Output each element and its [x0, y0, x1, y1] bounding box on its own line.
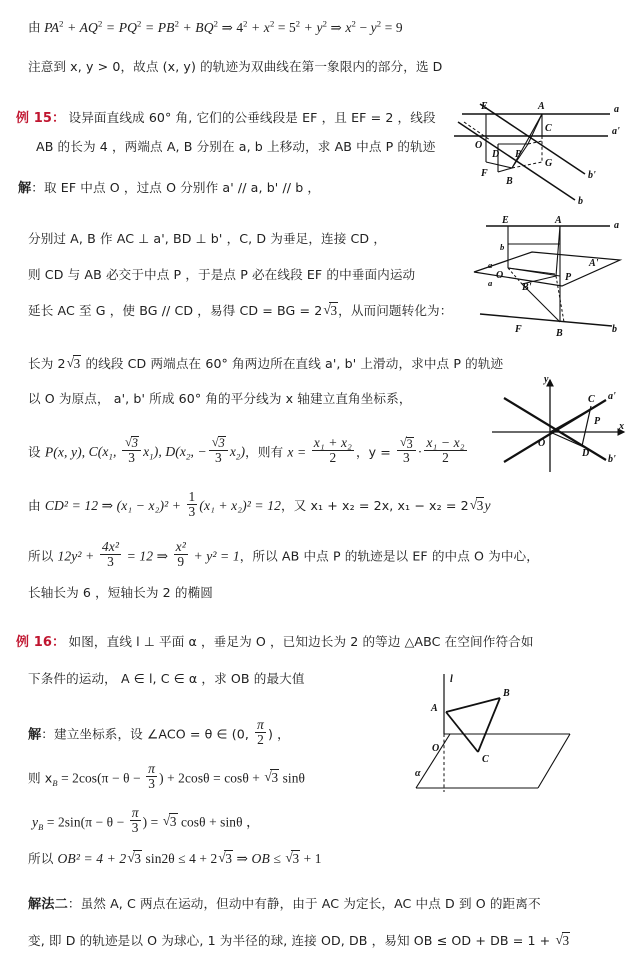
- figure1-label-B: B: [506, 176, 513, 187]
- figure2-label-O: O: [496, 270, 504, 281]
- example15-label: 例 15: [16, 111, 53, 126]
- figure3-label-O: O: [538, 438, 546, 449]
- example16-solution-line-4: 所以 OB² = 4 + 2 √ 3 sin2θ ≤ 4 + 2 √ 3 ⇒ OB ≤ √ 3 + 1: [28, 850, 322, 867]
- example15-solution-label: 解: [18, 181, 32, 196]
- figure2-label-a-left: a: [488, 260, 493, 270]
- sqrt-icon: √ 3: [212, 436, 226, 450]
- figure4-label-C: C: [482, 754, 489, 765]
- sqrt-icon: √ 3: [127, 850, 142, 866]
- triangle-abc: [446, 698, 500, 752]
- ex15-point-P: P(x, y): [44, 444, 82, 460]
- figure4-label-O: O: [432, 743, 440, 754]
- example15-solution-line-1: 解：取 EF 中点 O ，过点 O 分别作 a' // a, b' // b ，: [18, 180, 321, 196]
- intro-line-2: 注意到 x, y > 0，故点 (x, y) 的轨迹为双曲线在第一象限内的部分，选 D: [28, 59, 443, 74]
- example15-solution-line-5: [28, 355, 503, 371]
- figure1-label-a-prime: a': [612, 126, 620, 137]
- figure1-label-E: E: [481, 101, 488, 112]
- intro-line-1-math: $PA^2 + AQ^2 = PQ^2 = PB^2 + BQ^2$ ⇒ $4^2 + x^2 = 5^2 + y^2$ ⇒ $x^2 - y^2 = 9$: [44, 18, 403, 35]
- example15-solution-line-8: 由 CD² = 12 ⇒ (x₁ − x₂)² + $\frac{1}{3}$ (x₁ + x₂)² = 12，又 x₁ + x₂ = 2x, x₁ − x₂ = 2 √ 3y: [28, 490, 491, 519]
- figure1-label-O: O: [475, 140, 483, 151]
- figure2-label-a-line: a: [614, 220, 619, 231]
- example15-colon: ：: [52, 111, 66, 126]
- fraction-4x2-over-3: $\frac{\text{4x²}}{3}$: [101, 539, 120, 570]
- example16-statement-line-2: 下条件的运动， A ∈ l, C ∈ α ，求 OB 的最大值: [28, 671, 305, 686]
- fraction-pi-over-3b: $\frac{\pi}{3}$: [131, 805, 139, 836]
- example16-statement-line-1: 如图，直线 l ⊥ 平面 α ，垂足为 O ，已知边长为 2 的等边 △ABC 在空间作符合如: [68, 634, 534, 649]
- figure1-label-D: D: [492, 149, 500, 160]
- figure1-label-G: G: [545, 158, 553, 169]
- example15-solution-line-9: 所以 12y² + $\frac{\text{4x²}}{3}$ = 12 ⇒ $\frac{\text{x²}}{9}$ + y² = 1，所以 AB 中点 P 的轨迹是以 EF 的中点 O 为中心，: [28, 539, 539, 570]
- figure1-label-P: P: [515, 149, 522, 160]
- fraction-pi-over-3: $\frac{\pi}{3}$: [148, 761, 156, 792]
- example15-solution-line-10: 长轴长为 6 ，短轴长为 2 的椭圆: [28, 585, 213, 600]
- example15-statement-line-1: 设异面直线成 60° 角, 它们的公垂线段是 EF ，且 EF = 2 ，线段: [68, 110, 436, 125]
- example15-statement-line-2: AB 的长为 4 ，两端点 A, B 分别在 a, b 上移动，求 AB 中点 P 的轨迹: [36, 139, 436, 154]
- fraction-sqrt3-over-3: √ $\frac{3}{3}$: [122, 436, 141, 465]
- example15-solution-line-3: 则 CD 与 AB 必交于中点 P ，于是点 P 必在线段 EF 的中垂面内运动: [28, 267, 416, 282]
- example16-alt-solution-line-2: 变, 即 D 的轨迹是以 O 为球心, 1 为半径的球, 连接 OD, DB ，易知 OB ≤ OD + DB = 1 + √ 3: [28, 932, 570, 948]
- ex15-sol4-a: 延长 AC 至 G ，使 BG // CD ，易得 CD = BG = 2: [28, 303, 323, 318]
- figure1-label-A: A: [538, 101, 545, 112]
- figure3-label-C: C: [588, 394, 595, 405]
- figure2-label-F: F: [515, 324, 522, 335]
- sqrt-icon: √ 3: [470, 497, 485, 513]
- example16-label: 例 16: [16, 635, 53, 650]
- figure2-label-A-prime: A': [589, 258, 599, 269]
- ex15-point-C: $C(x_1$, √ $\frac{3}{3}$ $x_1$): [89, 444, 159, 459]
- sqrt-icon: √ 3: [163, 813, 178, 829]
- figure1-label-b: b: [578, 196, 583, 207]
- figure2-label-a-lower: a: [488, 278, 493, 288]
- example16-solution-line-2: 则 $x_B = 2\cos(\pi - \theta$ − $\frac{\pi}{3}$ ) + 2cosθ = cosθ + √ 3 sinθ: [28, 762, 305, 791]
- ex15-sol5-a: 长为 2: [28, 356, 66, 371]
- sqrt-icon: √ 3: [218, 850, 233, 866]
- figure3-label-b-prime: b': [608, 454, 616, 465]
- ex15-sol5-b: 的线段 CD 两端点在 60° 角两边所在直线 a', b' 上滑动，求中点 P 的轨迹: [81, 356, 504, 371]
- example16-heading: [16, 634, 534, 651]
- figure4-label-l: l: [450, 674, 453, 685]
- figure-midplane: [460, 214, 640, 340]
- ex15-cd-equation: CD² = 12 ⇒ (x₁ − x₂)² +: [44, 498, 185, 514]
- figure4-label-alpha: α: [415, 768, 421, 779]
- figure2-label-A: A: [555, 215, 562, 226]
- fraction-sqrt3-over-3b: √ $\frac{3}{3}$: [397, 437, 416, 466]
- example15-solution-line-6: 以 O 为原点， a', b' 所成 60° 角的平分线为 x 轴建立直角坐标系，: [28, 391, 412, 406]
- ex15-sol7-prefix: 设: [28, 444, 45, 460]
- fraction-x2-over-9: $\frac{\text{x²}}{9}$: [175, 539, 186, 570]
- example15-solution-line-4: [28, 302, 452, 318]
- example16-solution-line-3: $y_B = 2\sin(\pi - \theta$ − $\frac{\pi}{3}$ ) = √ 3 cosθ + sinθ ，: [32, 806, 260, 835]
- fraction-x1px2-over-2: $\frac{\text{x₁ + x₂}}{2}$: [313, 435, 352, 466]
- example16-alt-solution-line-1: 解法二：虽然 A, C 两点在运动，但动中有静，由于 AC 为定长，AC 中点 D 到 O 的距离不: [28, 896, 541, 912]
- fraction-pi-over-2: $\frac{\pi}{2}$: [257, 717, 264, 748]
- figure-coordinate-axes: [478, 374, 640, 482]
- fraction-1-over-3: $\frac{1}{3}$: [188, 489, 196, 520]
- figure3-label-x: x: [619, 421, 624, 432]
- alt-solution-label: 解法二: [28, 897, 68, 912]
- figure1-label-a: a: [614, 104, 619, 115]
- example15-heading: [16, 110, 436, 127]
- figure4-label-B: B: [503, 688, 510, 699]
- figure2-label-b-line: b: [612, 324, 617, 335]
- figure3-label-D: D: [582, 448, 590, 459]
- figure4-label-A: A: [431, 703, 438, 714]
- figure-line-perp-plane: [410, 666, 632, 798]
- sqrt-icon: √ 3: [400, 437, 414, 451]
- figure2-label-b-upper: b: [500, 242, 505, 252]
- example15-sol-1-text: 取 EF 中点 O ，过点 O 分别作 a' // a, b' // b ，: [44, 180, 321, 195]
- fraction-x1mx2-over-2: $\frac{\text{x₁ − x₂}}{2}$: [426, 435, 465, 466]
- example16-colon: ：: [52, 635, 66, 650]
- figure2-label-B: B: [556, 328, 563, 339]
- figure3-label-a-prime: a': [608, 391, 616, 402]
- sqrt-icon: √ 3: [67, 355, 82, 371]
- ex15-point-D: , $D(x_2$, − √ $\frac{3}{3}$ $x_2$): [158, 444, 245, 459]
- sqrt-icon: √ 3: [125, 436, 139, 450]
- figure3-label-P: P: [594, 416, 601, 427]
- figure-skew-lines: [450, 96, 640, 208]
- figure1-label-b-prime: b': [588, 170, 596, 181]
- figure2-label-P: P: [565, 272, 572, 283]
- ex15-y-eq: ，y =: [355, 444, 396, 460]
- example16-solution-line-1: 解：建立坐标系，设 ∠ACO = θ ∈ (0, $\frac{\pi}{2}$ ) ，: [28, 717, 290, 748]
- ex15-x-eq: x =: [287, 444, 310, 460]
- example16-solution-label: 解: [28, 727, 42, 743]
- figure1-label-F: F: [481, 168, 488, 179]
- figure1-label-C: C: [545, 123, 552, 134]
- figure2-label-E: E: [502, 215, 509, 226]
- intro-line-1-prefix: 由: [28, 19, 41, 35]
- intro-line-1: [28, 18, 403, 35]
- example15-solution-line-2: 分别过 A, B 作 AC ⊥ a', BD ⊥ b' ，C, D 为垂足，连接 CD ，: [28, 231, 387, 246]
- sqrt-icon: √ 3: [555, 932, 570, 948]
- figure2-label-B-prime: B': [522, 282, 532, 293]
- example15-solution-line-7: 设 P(x, y), $C(x_1$, √ $\frac{3}{3}$ $x_1$), $D(x_2$, − √ $\frac{3}{3}$ $x_2$)，则有 x = $\frac{\text{x₁ + x₂}}{2}$ ，y = √ $\frac{3}{3}$ · $\frac{\text{x₁ − x₂}}{2}$: [28, 436, 469, 466]
- sqrt-icon: √ 3: [323, 302, 338, 318]
- sqrt-icon: √ 3: [285, 850, 300, 866]
- sqrt-icon: √ 3: [264, 769, 279, 785]
- figure3-label-y: y: [544, 374, 549, 385]
- fraction-sqrt3-over-3-neg: √ $\frac{3}{3}$: [209, 436, 228, 465]
- ex15-sol4-b: ，从而问题转化为：: [338, 303, 453, 318]
